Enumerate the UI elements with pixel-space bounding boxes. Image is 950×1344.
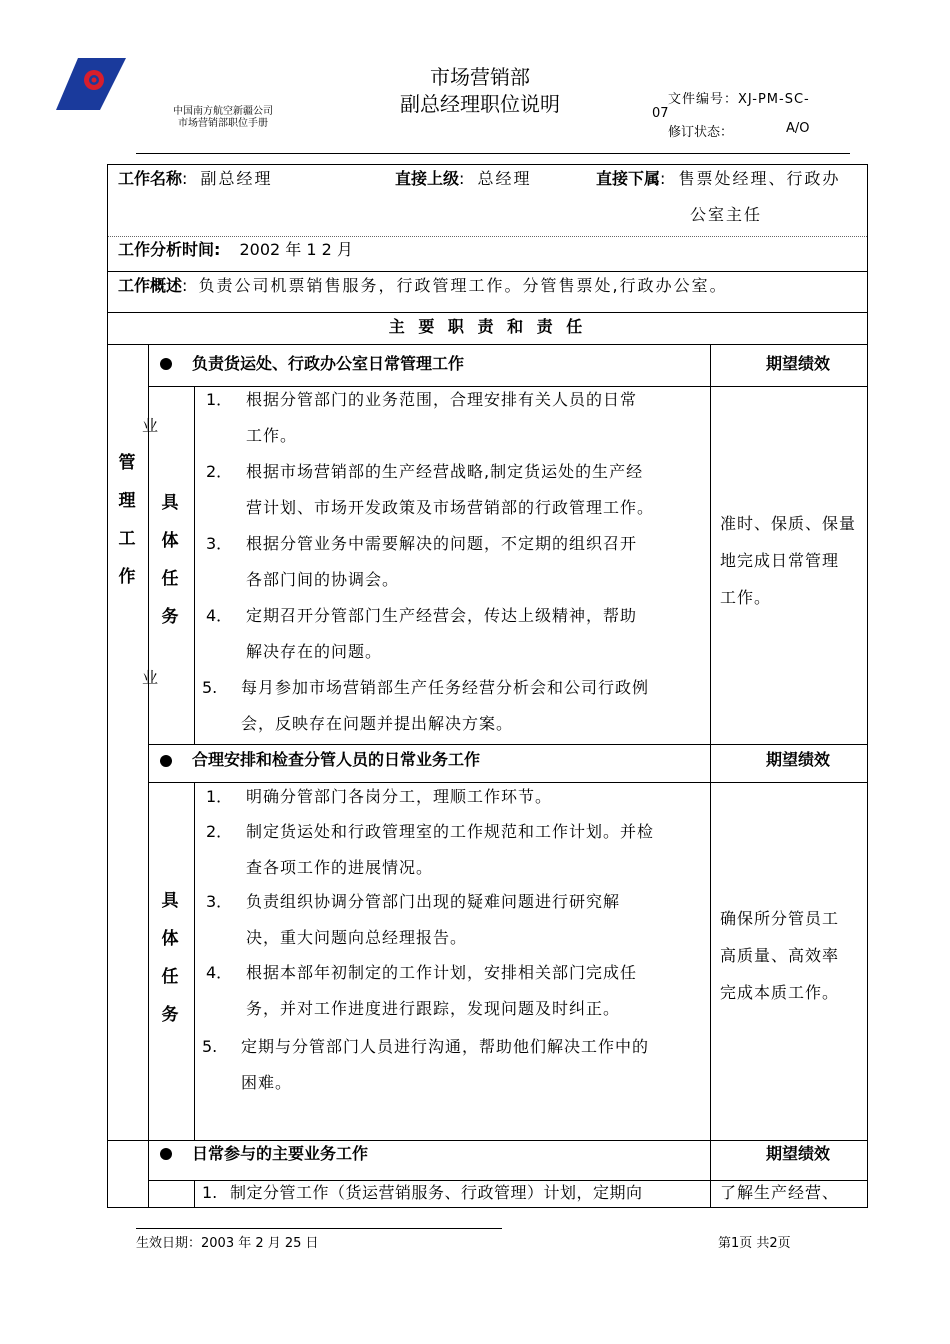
column-divider [194, 1181, 195, 1207]
row-divider [108, 344, 867, 345]
section-1-task-label: 具 体 任 务 [161, 493, 179, 627]
airline-logo [56, 58, 126, 110]
list-item-number: 4． [206, 963, 233, 982]
list-item-text: 制定分管工作（货运营销服务、行政管理）计划，定期向 [230, 1183, 643, 1202]
document-title [360, 64, 600, 118]
section-2-task-label: 具 体 任 务 [161, 891, 179, 1025]
title-line-1: 市场营销部 [430, 65, 530, 89]
overview-value: 负责公司机票销售服务，行政管理工作。分管售票处,行政办公室。 [198, 276, 728, 295]
list-item-number: 1． [206, 390, 233, 409]
list-item-text: 定期与分管部门人员进行沟通，帮助他们解决工作中的 困难。 [241, 1037, 650, 1092]
company-name-block [138, 106, 308, 130]
bullet-icon [160, 1148, 172, 1160]
subordinate-value-line1: 售票处经理、行政办 [678, 169, 841, 188]
list-item-number: 5. [202, 1037, 218, 1056]
list-item-text: 根据分管部门的业务范围，合理安排有关人员的日常 工作。 [246, 390, 638, 445]
page-number: 第1页 共2页 [718, 1236, 791, 1251]
list-item-text: 根据分管业务中需要解决的问题，不定期的组织召开 各部门间的协调会。 [246, 534, 638, 589]
analysis-time-field [118, 240, 353, 260]
row-divider [148, 744, 867, 745]
revision-label: 修订状态： [668, 125, 734, 140]
section-3-perf-header: 期望绩效 [766, 1144, 831, 1163]
category-label: 管 理 工 作 [118, 453, 136, 587]
stray-char: 业 [142, 668, 159, 687]
section-1-performance: 准时、保质、保量 地完成日常管理 工作。 [720, 514, 857, 607]
list-item-text: 制定货运处和行政管理室的工作规范和工作计划。并检 查各项工作的进展情况。 [246, 822, 655, 877]
superior-label: 直接上级 [395, 169, 460, 188]
stray-char: 业 [142, 416, 159, 435]
list-item-text: 根据本部年初制定的工作计划，安排相关部门完成任 务，并对工作进度进行跟踪，发现问题及时纠正。 [246, 963, 638, 1018]
row-divider [108, 271, 867, 272]
doc-number-suffix: 07 [652, 106, 669, 121]
revision-value: A/O [786, 121, 810, 136]
doc-number: 文件编号：XJ-PM-SC- [668, 92, 810, 107]
company-name: 中国南方航空新疆公司 [173, 106, 273, 117]
list-item-text: 定期召开分管部门生产经营会，传达上级精神，帮助 解决存在的问题。 [246, 606, 638, 661]
superior-value: 总经理 [477, 169, 532, 188]
handbook-name: 市场营销部职位手册 [178, 118, 268, 129]
list-item-number: 2． [206, 462, 233, 481]
section-3-title: 日常参与的主要业务工作 [192, 1144, 369, 1163]
job-name-field: 工作名称: 副总经理 [118, 169, 273, 188]
section-1-title: 负责货运处、行政办公室日常管理工作 [192, 354, 465, 373]
list-item-text: 负责组织协调分管部门出现的疑难问题进行研究解 决，重大问题向总经理报告。 [246, 892, 621, 947]
bullet-icon [160, 358, 172, 370]
column-divider [194, 387, 195, 744]
analysis-time-label: 工作分析时间: [118, 240, 221, 259]
list-item-text: 每月参加市场营销部生产任务经营分析会和公司行政例 会，反映存在问题并提出解决方案。 [241, 678, 650, 733]
list-item-number: 1． [206, 787, 233, 806]
revision-status [668, 121, 810, 140]
list-item-text: 明确分管部门各岗分工，理顺工作环节。 [246, 787, 553, 806]
list-item-number: 5. [202, 678, 218, 697]
column-divider [148, 345, 149, 1207]
overview-field: 工作概述: 负责公司机票销售服务，行政管理工作。分管售票处,行政办公室。 [118, 276, 728, 295]
effective-date: 生效日期：2003 年 2 月 25 日 [136, 1236, 319, 1251]
bullet-icon [160, 755, 172, 767]
section-2-performance: 确保所分管员工 高质量、高效率 完成本质工作。 [720, 909, 840, 1002]
footer-divider [136, 1228, 502, 1229]
subordinate-field: 直接下属: 售票处经理、行政办 [596, 169, 841, 188]
title-line-2: 副总经理职位说明 [400, 92, 560, 116]
job-name-value: 副总经理 [200, 169, 273, 188]
row-divider [108, 312, 867, 313]
list-item-number: 3． [206, 534, 233, 553]
list-item-text: 根据市场营销部的生产经营战略,制定货运处的生产经 营计划、市场开发政策及市场营销部的行政管理工作。 [246, 462, 655, 517]
subordinate-value-line2: 公室主任 [690, 205, 763, 224]
analysis-time-value: 2002 年 1 2 月 [239, 240, 353, 259]
header-divider [136, 153, 850, 154]
job-name-label: 工作名称 [118, 169, 183, 188]
list-item-number: 4． [206, 606, 233, 625]
section-2-perf-header: 期望绩效 [766, 750, 831, 769]
column-divider [710, 345, 711, 1207]
list-item-number: 3． [206, 892, 233, 911]
overview-label: 工作概述 [118, 276, 183, 295]
main-duties-heading: 主 要 职 责 和 责 任 [388, 317, 587, 336]
row-divider [108, 1140, 867, 1141]
list-item-number: 1. [202, 1183, 218, 1202]
row-divider-dotted [108, 236, 867, 237]
list-item-number: 2． [206, 822, 233, 841]
section-1-perf-header: 期望绩效 [766, 354, 831, 373]
section-2-title: 合理安排和检查分管人员的日常业务工作 [192, 750, 481, 769]
column-divider [194, 783, 195, 1140]
superior-field: 直接上级: 总经理 [395, 169, 532, 188]
section-3-performance: 了解生产经营、 [720, 1183, 840, 1202]
subordinate-label: 直接下属 [596, 169, 661, 188]
